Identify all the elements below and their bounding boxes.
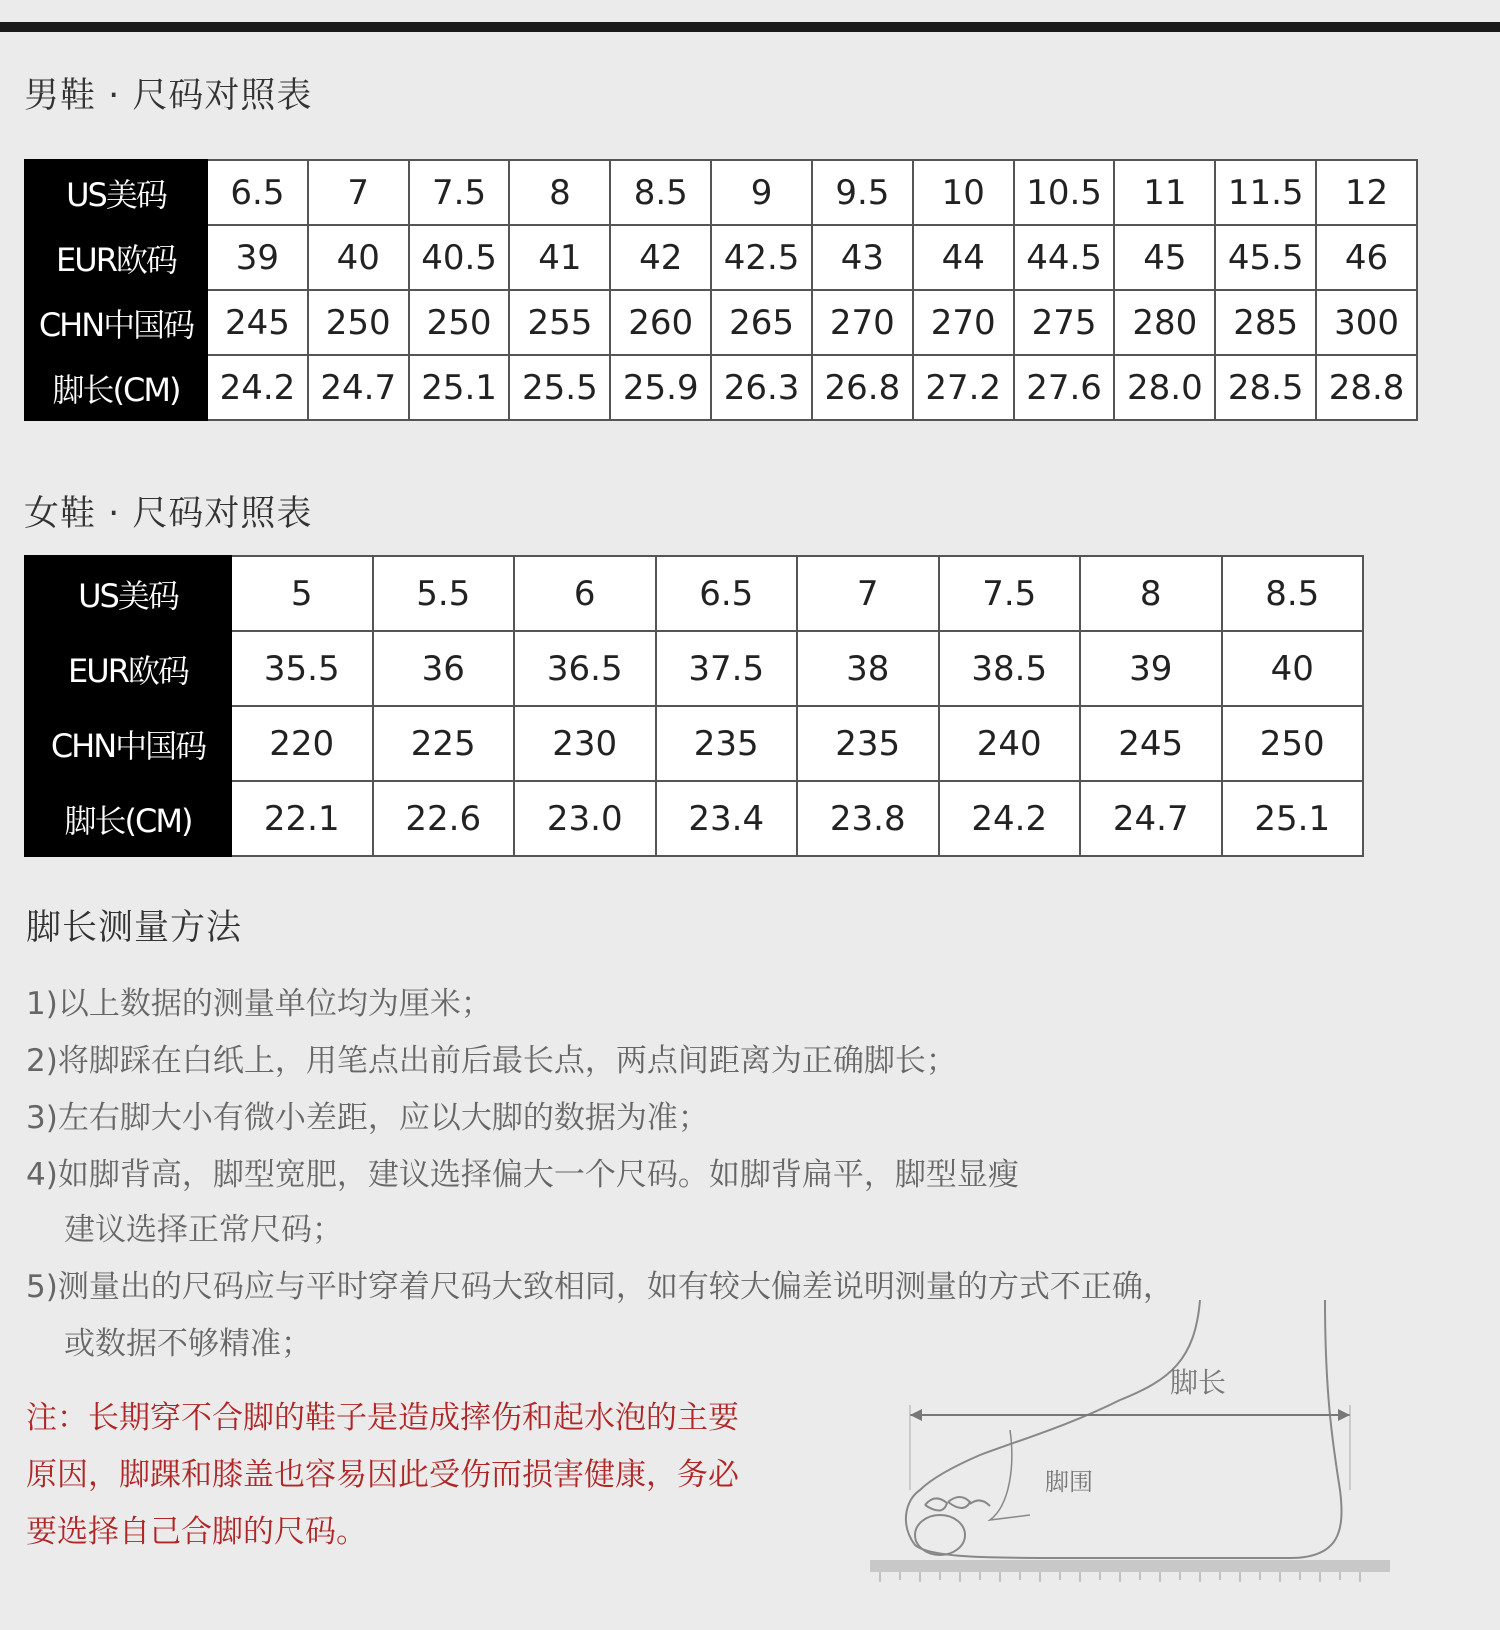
table-cell: 28.5 [1215,355,1316,420]
table-cell: 24.2 [939,781,1081,856]
men-size-table [24,159,1418,421]
table-cell: 5.5 [373,556,515,631]
row-label-us: US美码 [25,556,231,631]
table-cell: 250 [308,290,409,355]
table-cell: 7.5 [939,556,1081,631]
table-cell: 10 [913,160,1014,225]
table-cell: 46 [1316,225,1417,290]
warning-note [26,1390,846,1561]
table-cell: 40 [308,225,409,290]
men-row-us [25,160,1417,225]
foot-length-label: 脚长 [1170,1366,1227,1399]
table-cell: 26.3 [711,355,812,420]
table-cell: 39 [207,225,308,290]
top-divider-bar [0,22,1500,32]
table-cell: 220 [231,706,373,781]
table-cell: 37.5 [656,631,798,706]
method-line-3: 3)左右脚大小有微小差距，应以大脚的数据为准； [26,1100,709,1136]
table-cell: 25.1 [409,355,510,420]
table-cell: 24.2 [207,355,308,420]
table-cell: 12 [1316,160,1417,225]
foot-girth-label: 脚围 [1045,1468,1093,1496]
row-label-eur: EUR欧码 [25,631,231,706]
table-cell: 9 [711,160,812,225]
note-line-1: 注：长期穿不合脚的鞋子是造成摔伤和起水泡的主要 [26,1400,739,1436]
table-cell: 300 [1316,290,1417,355]
table-cell: 27.2 [913,355,1014,420]
table-cell: 25.1 [1222,781,1364,856]
foot-outline-icon [870,1290,1390,1610]
table-cell: 35.5 [231,631,373,706]
table-cell: 39 [1080,631,1222,706]
table-cell: 38.5 [939,631,1081,706]
women-row-chn [25,706,1363,781]
table-cell: 9.5 [812,160,913,225]
table-cell: 23.8 [797,781,939,856]
table-cell: 44.5 [1014,225,1115,290]
men-row-eur [25,225,1417,290]
table-cell: 25.9 [610,355,711,420]
table-cell: 36.5 [514,631,656,706]
method-line-5: 5)测量出的尺码应与平时穿着尺码大致相同，如有较大偏差说明测量的方式不正确， [26,1269,1174,1305]
table-cell: 7 [797,556,939,631]
table-cell: 270 [812,290,913,355]
table-cell: 40.5 [409,225,510,290]
row-label-chn: CHN中国码 [25,290,207,355]
table-cell: 6 [514,556,656,631]
table-cell: 43 [812,225,913,290]
table-cell: 225 [373,706,515,781]
method-line-4-cont: 建议选择正常尺码； [64,1212,343,1248]
table-cell: 7.5 [409,160,510,225]
note-line-2: 原因，脚踝和膝盖也容易因此受伤而损害健康，务必 [26,1457,739,1493]
table-cell: 8 [509,160,610,225]
table-cell: 42 [610,225,711,290]
method-line-4: 4)如脚背高，脚型宽肥，建议选择偏大一个尺码。如脚背扁平，脚型显瘦 [26,1157,1019,1193]
table-cell: 6.5 [656,556,798,631]
table-cell: 22.1 [231,781,373,856]
table-cell: 255 [509,290,610,355]
row-label-foot-length: 脚长(CM) [25,355,207,420]
table-cell: 26.8 [812,355,913,420]
table-cell: 11 [1114,160,1215,225]
table-cell: 245 [207,290,308,355]
table-cell: 6.5 [207,160,308,225]
table-cell: 230 [514,706,656,781]
table-cell: 250 [409,290,510,355]
table-cell: 23.4 [656,781,798,856]
table-cell: 23.0 [514,781,656,856]
table-cell: 235 [797,706,939,781]
row-label-eur: EUR欧码 [25,225,207,290]
table-cell: 7 [308,160,409,225]
row-label-foot-length: 脚长(CM) [25,781,231,856]
table-cell: 11.5 [1215,160,1316,225]
table-cell: 36 [373,631,515,706]
men-size-chart-title: 男鞋 · 尺码对照表 [24,76,313,116]
table-cell: 5 [231,556,373,631]
table-cell: 275 [1014,290,1115,355]
women-row-us [25,556,1363,631]
table-cell: 28.8 [1316,355,1417,420]
table-cell: 38 [797,631,939,706]
men-row-foot-length [25,355,1417,420]
row-label-chn: CHN中国码 [25,706,231,781]
table-cell: 28.0 [1114,355,1215,420]
women-row-foot-length [25,781,1363,856]
row-label-us: US美码 [25,160,207,225]
table-cell: 8 [1080,556,1222,631]
table-cell: 245 [1080,706,1222,781]
table-cell: 265 [711,290,812,355]
table-cell: 235 [656,706,798,781]
table-cell: 24.7 [1080,781,1222,856]
table-cell: 280 [1114,290,1215,355]
table-cell: 24.7 [308,355,409,420]
table-cell: 41 [509,225,610,290]
table-cell: 8.5 [610,160,711,225]
men-row-chn [25,290,1417,355]
table-cell: 42.5 [711,225,812,290]
note-line-3: 要选择自己合脚的尺码。 [26,1514,367,1550]
table-cell: 45.5 [1215,225,1316,290]
method-line-1: 1)以上数据的测量单位均为厘米； [26,986,492,1022]
table-cell: 27.6 [1014,355,1115,420]
table-cell: 22.6 [373,781,515,856]
table-cell: 40 [1222,631,1364,706]
table-cell: 250 [1222,706,1364,781]
measurement-method-title: 脚长测量方法 [26,908,243,948]
women-size-chart-title: 女鞋 · 尺码对照表 [24,494,313,534]
table-cell: 285 [1215,290,1316,355]
women-size-table [24,555,1364,857]
table-cell: 44 [913,225,1014,290]
table-cell: 25.5 [509,355,610,420]
foot-measurement-diagram [870,1290,1390,1610]
table-cell: 270 [913,290,1014,355]
table-cell: 260 [610,290,711,355]
method-line-2: 2)将脚踩在白纸上，用笔点出前后最长点，两点间距离为正确脚长； [26,1043,957,1079]
method-line-5-cont: 或数据不够精准； [64,1326,312,1362]
women-row-eur [25,631,1363,706]
table-cell: 240 [939,706,1081,781]
table-cell: 10.5 [1014,160,1115,225]
table-cell: 45 [1114,225,1215,290]
table-cell: 8.5 [1222,556,1364,631]
